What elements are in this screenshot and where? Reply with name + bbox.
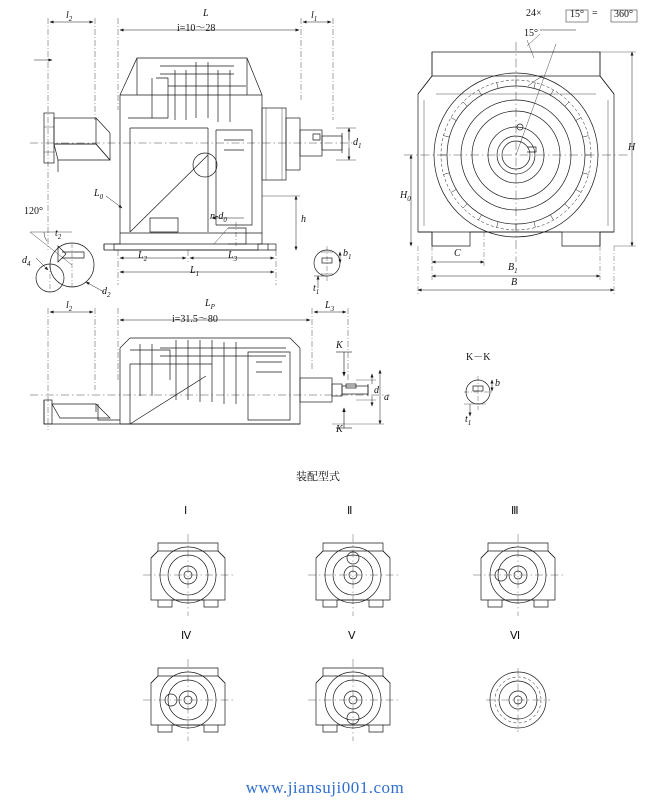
assembly-label-5: Ⅴ	[348, 630, 356, 642]
angle-note-equals: =	[592, 8, 598, 19]
dim-label-H0: $H_0$	[400, 190, 411, 203]
section-k-k-figure	[464, 376, 494, 416]
dim-label-t1-kk: $t_1$	[465, 414, 472, 427]
assembly-figure-6	[486, 668, 550, 732]
dim-label-L3-bottom: $L_3$	[325, 300, 335, 313]
dim-label-H: H	[628, 142, 636, 153]
dim-label-b-kk: b	[495, 378, 500, 389]
ratio-label-top: i=10～28	[177, 23, 216, 34]
dim-label-L-top: L	[203, 8, 209, 19]
dim-label-l2-top: $l_2$	[66, 10, 73, 23]
watermark-url: www.jiansuji001.com	[245, 778, 405, 797]
detail-angle-120: 120°	[24, 206, 43, 217]
dim-label-L0: $L_0$	[94, 188, 104, 201]
angle-note-360: 360°	[614, 9, 633, 20]
dim-label-t1-top: $t_1$	[313, 283, 320, 296]
dim-label-d-bottom: d	[374, 385, 379, 396]
dim-label-d1: $d_1$	[353, 137, 362, 150]
assembly-label-4: Ⅳ	[181, 630, 192, 642]
dim-label-L2: $L_2$	[138, 250, 148, 263]
view-side-elevation-bottom	[30, 308, 390, 430]
dim-label-l1-top: $l_1$	[311, 10, 318, 23]
dim-label-t2: $t_2$	[55, 228, 62, 241]
dim-label-B: B	[511, 277, 518, 288]
assembly-label-1: Ⅰ	[184, 505, 188, 517]
dim-label-d4: $d_4$	[22, 255, 31, 268]
assembly-figure-5	[308, 659, 398, 741]
assembly-label-3: Ⅲ	[511, 505, 519, 517]
dim-label-h: h	[301, 214, 306, 225]
assembly-figure-4	[143, 659, 233, 741]
dim-label-L3: $L_3$	[228, 250, 238, 263]
dim-label-L1: $L_1$	[190, 265, 200, 278]
dim-label-K-upper: K	[336, 340, 343, 351]
dim-label-a: a	[384, 392, 389, 403]
view-side-elevation-top	[30, 18, 356, 285]
assembly-heading: 装配型式	[296, 470, 340, 483]
dim-label-l2-bottom: $l_2$	[66, 300, 73, 313]
ratio-label-bottom: i=31.5～80	[172, 314, 218, 325]
detail-120-degree	[30, 232, 104, 292]
key-section-b1-t1	[314, 246, 340, 288]
angle-note-24x15: 24×	[526, 8, 542, 19]
assembly-figure-1	[143, 534, 233, 616]
dim-label-B1: $B_1$	[508, 262, 518, 275]
assembly-figure-2	[308, 534, 398, 616]
dim-label-K-lower: K	[336, 424, 343, 435]
assembly-label-2: Ⅱ	[347, 505, 353, 517]
section-kk-title: K－K	[466, 352, 491, 363]
assembly-figure-3	[473, 534, 563, 616]
view-front-elevation	[404, 10, 637, 294]
dim-label-C: C	[454, 248, 461, 259]
dim-label-b1: $b_1$	[343, 248, 352, 261]
assembly-label-6: Ⅵ	[510, 630, 521, 642]
angle-note-15deg: 15°	[570, 9, 584, 20]
dim-label-n-d0: $n-d_0$	[210, 211, 227, 224]
dim-label-LP: $L_P$	[205, 298, 215, 311]
angle-small-15: 15°	[524, 28, 538, 39]
dim-label-d2: $d_2$	[102, 286, 111, 299]
